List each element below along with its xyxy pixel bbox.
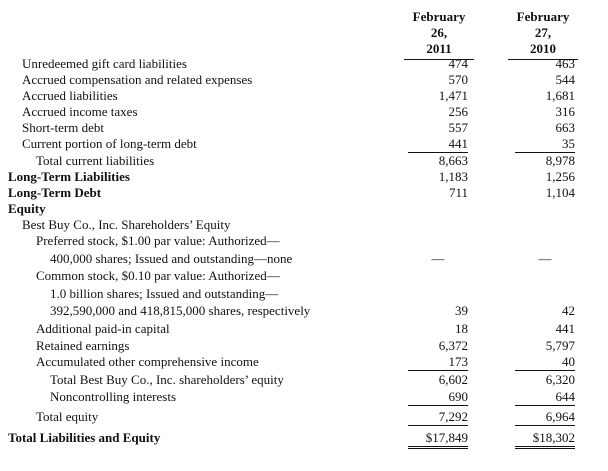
table-row bbox=[0, 268, 608, 284]
value-2011: 474 bbox=[448, 56, 468, 71]
table-row bbox=[0, 56, 608, 72]
table-row bbox=[0, 120, 608, 136]
value-2011: 570 bbox=[448, 72, 468, 87]
value-2011: — bbox=[431, 251, 445, 266]
value-2011: 557 bbox=[448, 120, 468, 135]
row-label: Noncontrolling interests bbox=[50, 389, 177, 404]
table-row bbox=[0, 321, 608, 337]
value-2011: 6,602 bbox=[438, 372, 468, 387]
value-2010: 663 bbox=[555, 120, 575, 135]
value-2011: 18 bbox=[455, 321, 468, 336]
value-2011: $17,849 bbox=[408, 430, 468, 449]
column-header-line1: February 26, bbox=[412, 9, 466, 40]
value-2010: 644 bbox=[515, 389, 575, 406]
value-2011: 8,663 bbox=[438, 153, 468, 168]
total-row bbox=[0, 372, 608, 388]
table-row bbox=[0, 217, 608, 233]
column-header-line2: 2010 bbox=[530, 41, 556, 56]
row-label: Accrued compensation and related expenses bbox=[22, 72, 253, 87]
row-label: Long-Term Liabilities bbox=[8, 169, 130, 184]
value-2010: 40 bbox=[515, 354, 575, 371]
value-2010: 1,681 bbox=[545, 88, 575, 103]
row-label: Accumulated other comprehensive income bbox=[36, 354, 259, 369]
value-2011: 711 bbox=[448, 185, 468, 200]
value-2010: 5,797 bbox=[545, 338, 575, 353]
value-2010: 42 bbox=[562, 303, 575, 318]
section-row bbox=[0, 169, 608, 185]
value-2011: 1,471 bbox=[438, 88, 468, 103]
row-label: Retained earnings bbox=[36, 338, 130, 353]
table-row bbox=[0, 354, 608, 370]
table-row bbox=[0, 72, 608, 88]
table-row bbox=[0, 233, 608, 249]
row-label: Long-Term Debt bbox=[8, 185, 102, 200]
row-label: Total Liabilities and Equity bbox=[8, 430, 161, 445]
total-row bbox=[0, 409, 608, 425]
value-2010: 441 bbox=[555, 321, 575, 336]
value-2010: 1,256 bbox=[545, 169, 575, 184]
value-2011: 690 bbox=[408, 389, 468, 406]
column-header-line1: February 27, bbox=[516, 9, 570, 40]
table-row bbox=[0, 303, 608, 319]
column-header-line2: 2011 bbox=[426, 41, 452, 56]
table-row bbox=[0, 286, 608, 302]
section-row bbox=[0, 201, 608, 217]
value-2010: — bbox=[538, 251, 552, 266]
value-2011: 39 bbox=[455, 303, 468, 318]
table-row bbox=[0, 389, 608, 405]
value-2010: 6,964 bbox=[515, 409, 575, 426]
value-2011: 1,183 bbox=[438, 169, 468, 184]
row-label: 400,000 shares; Issued and outstanding—none bbox=[50, 251, 293, 266]
value-2011: 6,372 bbox=[438, 338, 468, 353]
row-label: Preferred stock, $1.00 par value: Authorized— bbox=[36, 233, 280, 248]
table-row bbox=[0, 104, 608, 120]
table-row bbox=[0, 136, 608, 152]
row-label: 392,590,000 and 418,815,000 shares, respectively bbox=[50, 303, 311, 318]
value-2011: 173 bbox=[408, 354, 468, 371]
row-label: Equity bbox=[8, 201, 46, 216]
row-label: Total current liabilities bbox=[36, 153, 155, 168]
value-2010: $18,302 bbox=[515, 430, 575, 449]
row-label: Common stock, $0.10 par value: Authorized— bbox=[36, 268, 280, 283]
row-label: Total equity bbox=[36, 409, 99, 424]
column-header-2011 bbox=[404, 9, 474, 60]
value-2010: 8,978 bbox=[545, 153, 575, 168]
total-row bbox=[0, 153, 608, 169]
row-label: 1.0 billion shares; Issued and outstanding— bbox=[50, 286, 279, 301]
row-label: Current portion of long-term debt bbox=[22, 136, 197, 151]
table-row bbox=[0, 338, 608, 354]
section-row bbox=[0, 185, 608, 201]
row-label: Short-term debt bbox=[22, 120, 104, 135]
value-2010: 544 bbox=[555, 72, 575, 87]
value-2010: 6,320 bbox=[545, 372, 575, 387]
row-label: Additional paid-in capital bbox=[36, 321, 170, 336]
value-2010: 1,104 bbox=[545, 185, 575, 200]
table-row bbox=[0, 251, 608, 267]
row-label: Total Best Buy Co., Inc. shareholders’ equity bbox=[50, 372, 284, 387]
row-label: Accrued income taxes bbox=[22, 104, 138, 119]
grand-total-row bbox=[0, 430, 608, 446]
value-2010: 316 bbox=[555, 104, 575, 119]
value-2011: 441 bbox=[408, 136, 468, 153]
row-label: Unredeemed gift card liabilities bbox=[22, 56, 187, 71]
value-2011: 256 bbox=[448, 104, 468, 119]
value-2011: 7,292 bbox=[408, 409, 468, 426]
value-2010: 35 bbox=[515, 136, 575, 153]
value-2010: 463 bbox=[555, 56, 575, 71]
column-header-2010 bbox=[508, 9, 578, 60]
row-label: Best Buy Co., Inc. Shareholders’ Equity bbox=[22, 217, 231, 232]
row-label: Accrued liabilities bbox=[22, 88, 118, 103]
table-row bbox=[0, 88, 608, 104]
